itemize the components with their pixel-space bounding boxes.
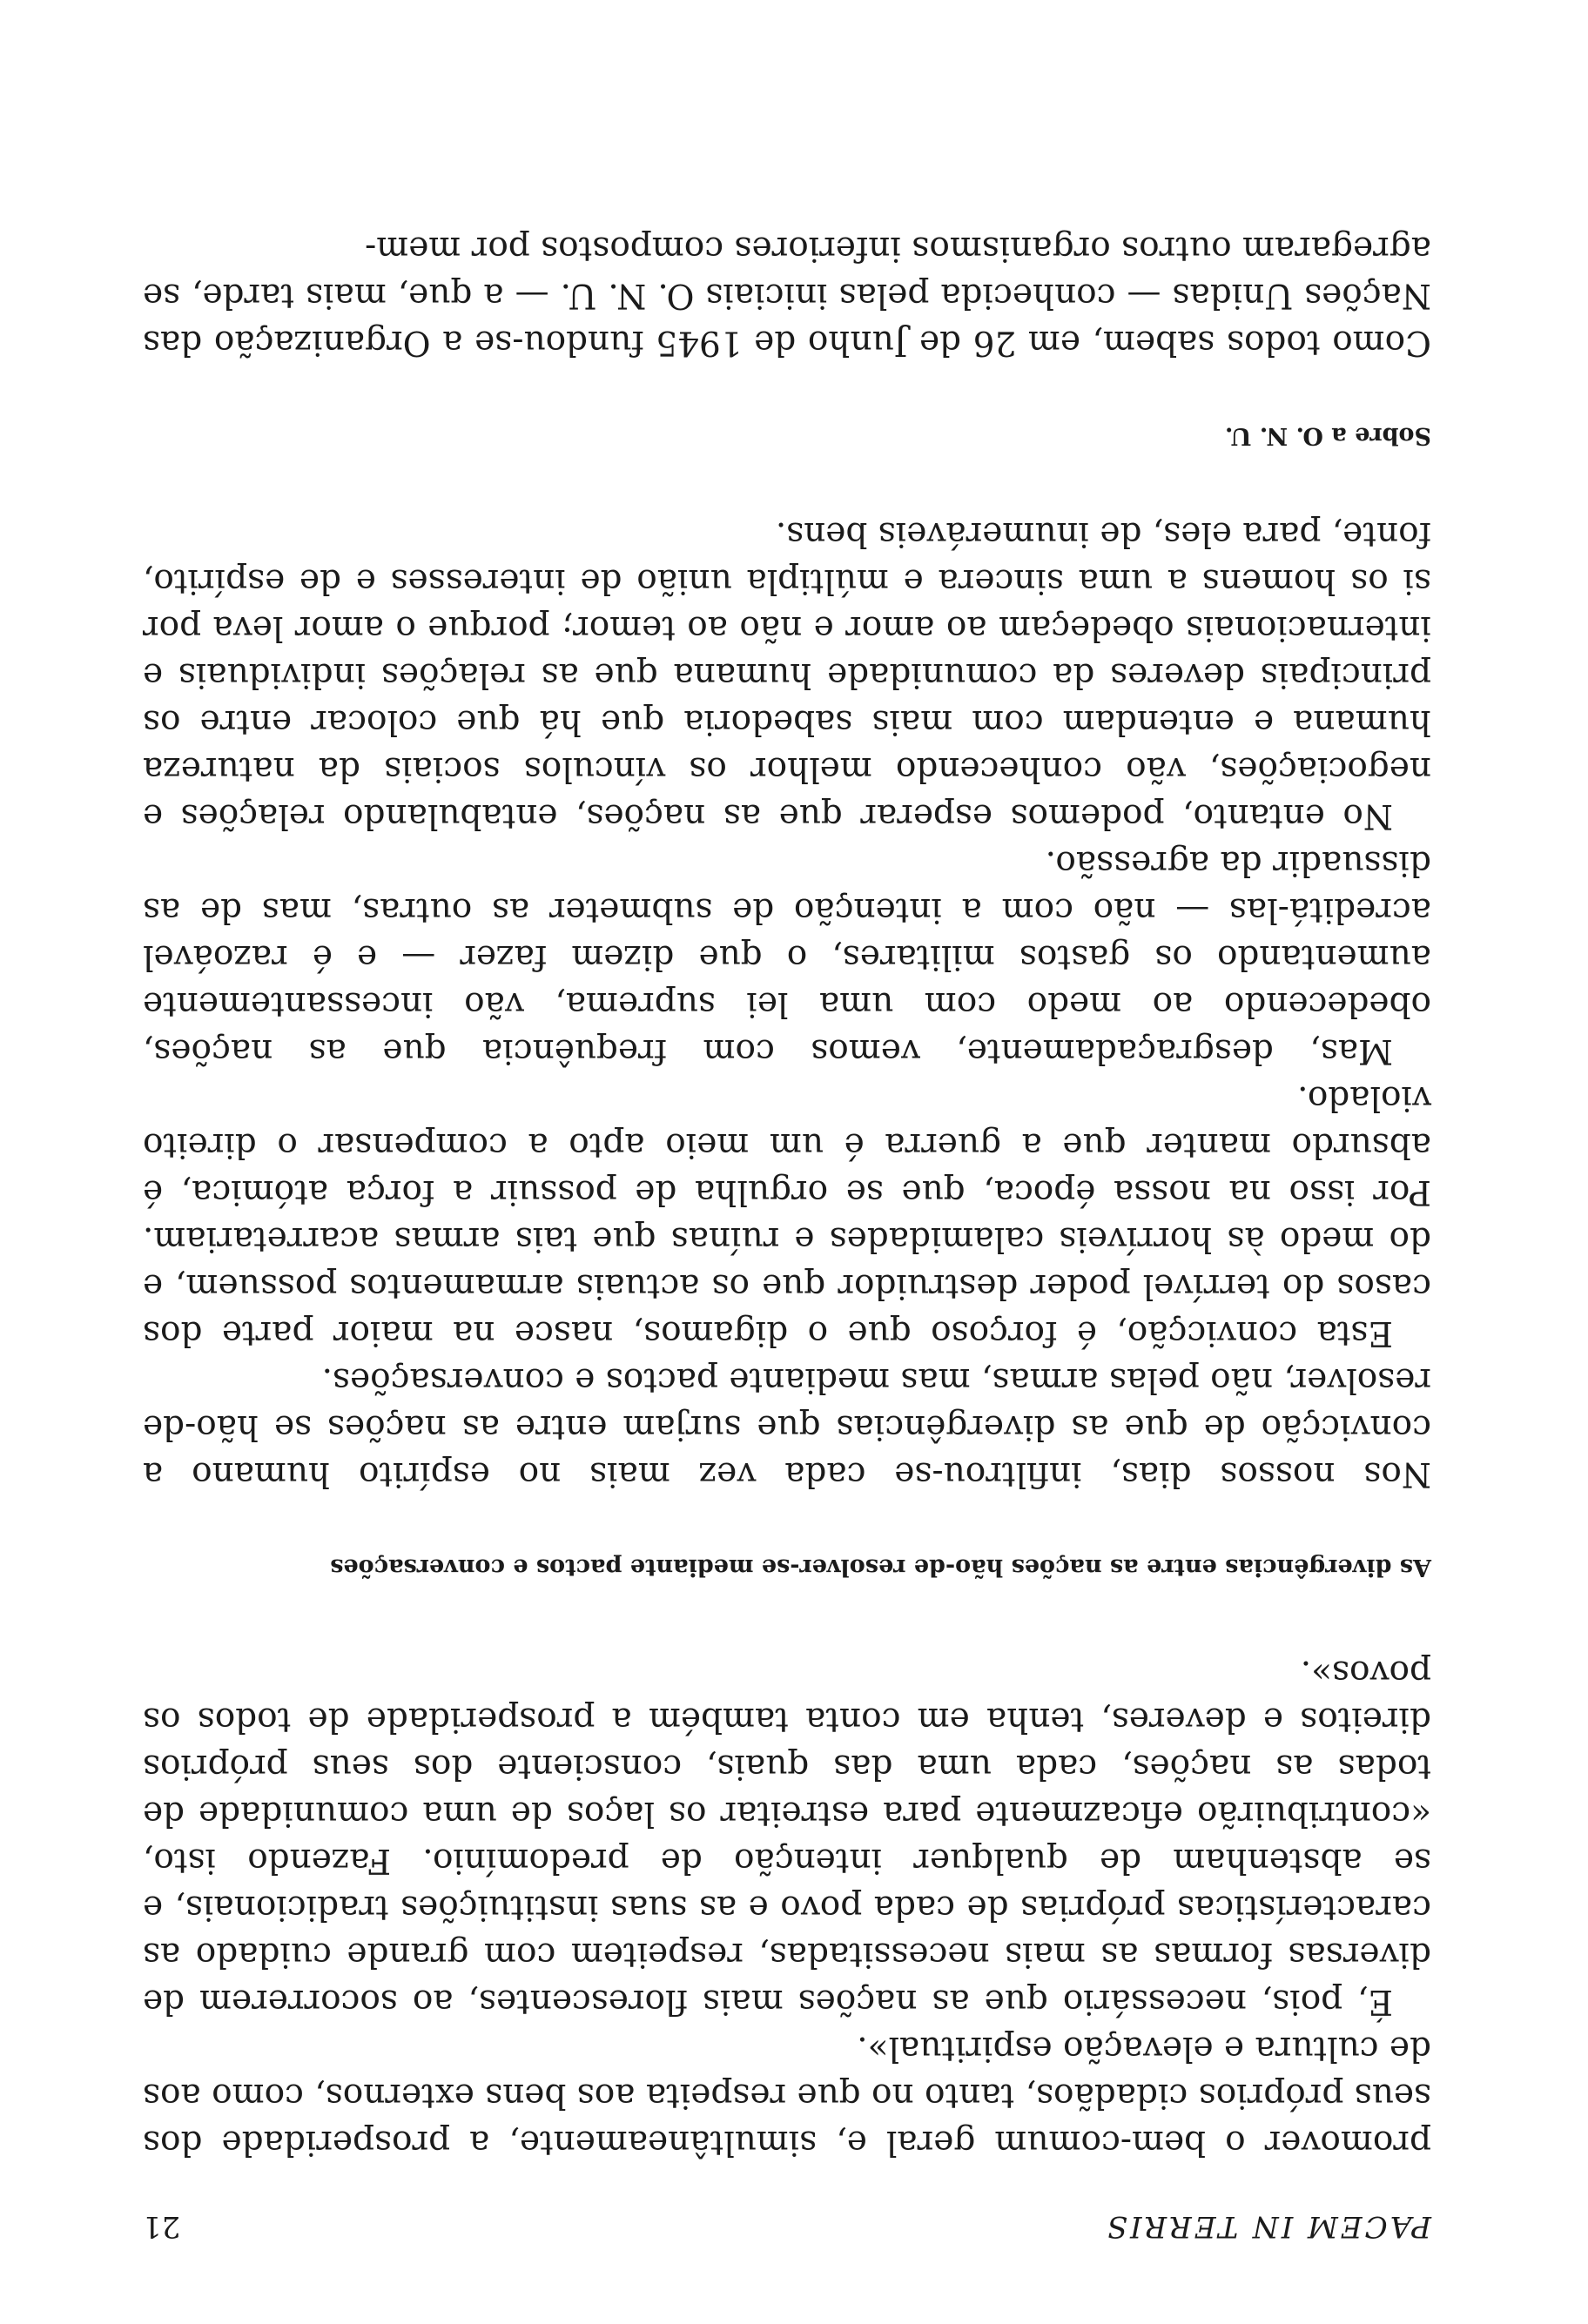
paragraph: Esta convicção, é forçoso que o digamos, nasce na maior parte dos casos do terrível poder destruidor que os actuais armamentos possuem, e do medo às horríveis calamidades e ruínas que tais armas acarretariam. Por isso na nossa época, que se orgulha de possuir a força atómica, é absurdo manter que a guerra é um meio apto a compensar o direito violado. (143, 1078, 1431, 1353)
paragraph: É, pois, necessário que as nações mais florescentes, ao socorrerem de diversas formas as mais necessitadas, respeitem com grande cuidado as características próprias de cada povo e as suas instituições tradicionais, e se abstenham de qualquer intenção de predomínio. Fazendo isto, «contribuirão eficazmente para estreitar os laços de uma comunidade de todas as nações, cada uma das quais, consciente dos seus próprios direitos e deveres, tenha em conta também a prosperidade de todos os povos». (143, 1653, 1431, 2021)
paragraph: Como todos sabem, em 26 de Junho de 1945 fundou-se a Organização das Nações Unidas — conhecida pelas iniciais O. N. U. — a que, mais tarde, se agregaram outros organismos inferiores compostos por mem- (143, 229, 1431, 362)
section-heading: Sobre a O. N. U. (1224, 422, 1431, 449)
paragraph: No entanto, podemos esperar que as nações, entabulando relações e negociações, vão conhecendo melhor os vínculos sociais da natureza humana e entendam com mais sabedoria que há que colocar entre os principais deveres da comunidade humana que as relações individuais e internacionais obedeçam ao amor e não ao temor; porque o amor leva por si os homens a uma sincera e múltipla união de interesses e de espírito, fonte, para eles, de inumeráveis bens. (143, 514, 1431, 836)
paragraph: Mas, desgraçadamente, vemos com frequência que as nações, obedecendo ao medo com uma lei suprema, vão incessantemente aumentando os gastos militares, o que dizem fazer — e é razoável acreditá-las — não com a intenção de submeter as outras, mas de as dissuadir da agressão. (143, 843, 1431, 1071)
page-number: 21 (143, 2209, 181, 2244)
page-body (143, 225, 1431, 2166)
section-heading: As divergências entre as nações hão-de resolver-se mediante pactos e conversações (330, 1554, 1431, 1581)
paragraph: Nos nossos dias, infiltrou-se cada vez mais no espírito humano a convicção de que as divergências que surjam entre as nações se hão-de resolver, não pelas armas, mas mediante pactos e conversações. (143, 1360, 1431, 1494)
paragraph: promover o bem-comum geral e, simultâneamente, a prosperidade dos seus próprios cidadãos, tanto no que respeita aos bens externos, como aos de cultura e elevação espiritual». (143, 2029, 1431, 2162)
page-header (143, 2209, 1431, 2244)
running-title: PACEM IN TERRIS (1104, 2209, 1431, 2244)
